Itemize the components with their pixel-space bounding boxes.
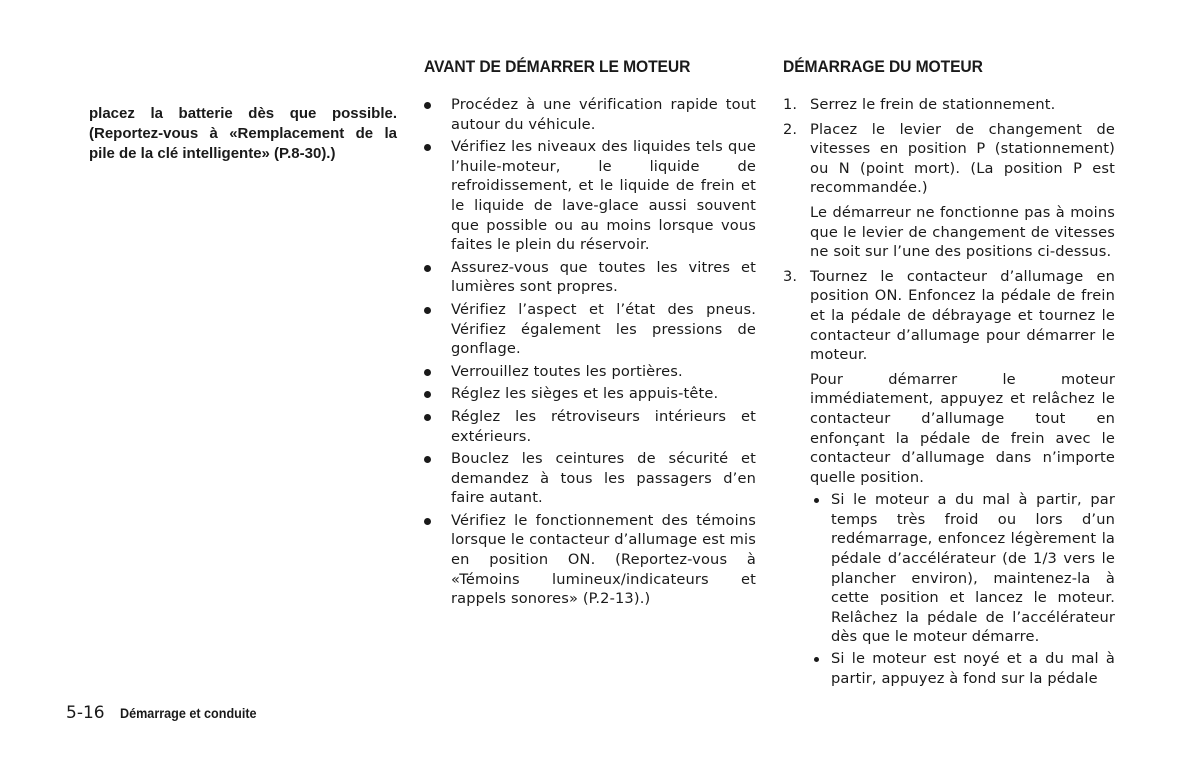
step-item	[783, 267, 1115, 688]
list-item	[424, 258, 756, 297]
list-item-text: Assurez-vous que toutes les vitres et lumières sont propres.	[451, 258, 756, 296]
sub-list	[810, 490, 1115, 688]
bullet-icon	[424, 102, 431, 109]
list-item-text: Vérifiez les niveaux des liquides tels que l’huile-moteur, le liquide de refroidissement, et le liquide de frein et le liquide de lave-glace aussi souvent que possible ou au moins lorsque vous faites le plein du réservoir.	[451, 138, 756, 254]
sub-list-item	[810, 649, 1115, 688]
bullet-icon	[424, 518, 431, 525]
list-item	[424, 95, 756, 134]
bullet-icon	[424, 369, 431, 376]
bullet-icon	[424, 307, 431, 314]
list-item	[424, 137, 756, 255]
page-number: 5-16	[66, 703, 105, 723]
avant-demarrer-section	[424, 56, 756, 612]
continued-paragraph: placez la batterie dès que possible. (Reportez-vous à «Remplacement de la pile de la clé intelligente» (P.8-30).)	[89, 105, 397, 162]
bullet-icon	[424, 456, 431, 463]
demarrage-section	[783, 56, 1115, 693]
list-item	[424, 384, 756, 404]
chapter-title: Démarrage et conduite	[119, 705, 257, 721]
list-item	[424, 449, 756, 508]
list-item	[424, 407, 756, 446]
list-item-text: Réglez les sièges et les appuis-tête.	[451, 385, 719, 403]
list-item-text: Réglez les rétroviseurs intérieurs et extérieurs.	[451, 407, 756, 445]
list-item-text: Bouclez les ceintures de sécurité et demandez à tous les passagers d’en faire autant.	[451, 450, 756, 507]
steps-list	[783, 95, 1115, 688]
section-heading-demarrage: DÉMARRAGE DU MOTEUR	[783, 57, 983, 76]
step-note: Pour démarrer le moteur immédiatement, appuyez et relâchez le contacteur d’allumage tout en enfonçant la pédale de frein avec le contacteur d’allumage dans n’importe quelle position.	[810, 370, 1115, 486]
step-number: 1.	[783, 96, 798, 113]
step-number: 3.	[783, 267, 798, 285]
small-bullet-icon	[814, 657, 819, 662]
list-item	[424, 362, 756, 382]
step-note: Le démarreur ne fonctionne pas à moins que le levier de changement de vitesses ne soit sur l’une des positions ci-dessus.	[810, 203, 1115, 261]
bullet-icon	[424, 391, 431, 398]
sub-list-item-text: Si le moteur a du mal à partir, par temps très froid ou lors d’un redémarrage, enfoncez légèrement la pédale d’accélérateur (de 1/3 vers le plancher environ), maintenez-la à cette position et lancez le moteur. Relâchez la pédale de l’accélérateur dès que le moteur démarre.	[831, 491, 1115, 646]
list-item	[424, 300, 756, 359]
left-column	[89, 104, 397, 163]
list-item	[424, 511, 756, 609]
sub-list-item-text: Si le moteur est noyé et a du mal à partir, appuyez à fond sur la pédale	[831, 650, 1115, 687]
step-number: 2.	[783, 120, 798, 138]
list-item-text: Vérifiez le fonctionnement des témoins lorsque le contacteur d’allumage est mis en position ON. (Reportez-vous à «Témoins lumineux/indicateurs et rappels sonores» (P.2-13).)	[451, 511, 756, 608]
list-item-text: Verrouillez toutes les portières.	[451, 362, 683, 380]
page-footer	[66, 703, 271, 723]
bullet-icon	[424, 414, 431, 421]
bullet-icon	[424, 265, 431, 272]
step-text: Tournez le contacteur d’allumage en position ON. Enfoncez la pédale de frein et la pédale de débrayage et tournez le contacteur d’allumage pour démarrer le moteur.	[810, 267, 1115, 364]
step-text: Serrez le frein de stationnement.	[810, 96, 1056, 113]
list-item-text: Procédez à une vérification rapide tout autour du véhicule.	[451, 96, 756, 133]
step-text: Placez le levier de changement de vitesses en position P (stationnement) ou N (point mort). (La position P est recommandée.)	[810, 120, 1115, 197]
step-item	[783, 95, 1115, 115]
step-item	[783, 120, 1115, 262]
small-bullet-icon	[814, 498, 819, 503]
list-item-text: Vérifiez l’aspect et l’état des pneus. Vérifiez également les pressions de gonflage.	[451, 300, 756, 358]
section-heading-avant: AVANT DE DÉMARRER LE MOTEUR	[424, 57, 691, 76]
bullet-icon	[424, 144, 431, 151]
sub-list-item	[810, 490, 1115, 647]
checklist	[424, 95, 756, 609]
